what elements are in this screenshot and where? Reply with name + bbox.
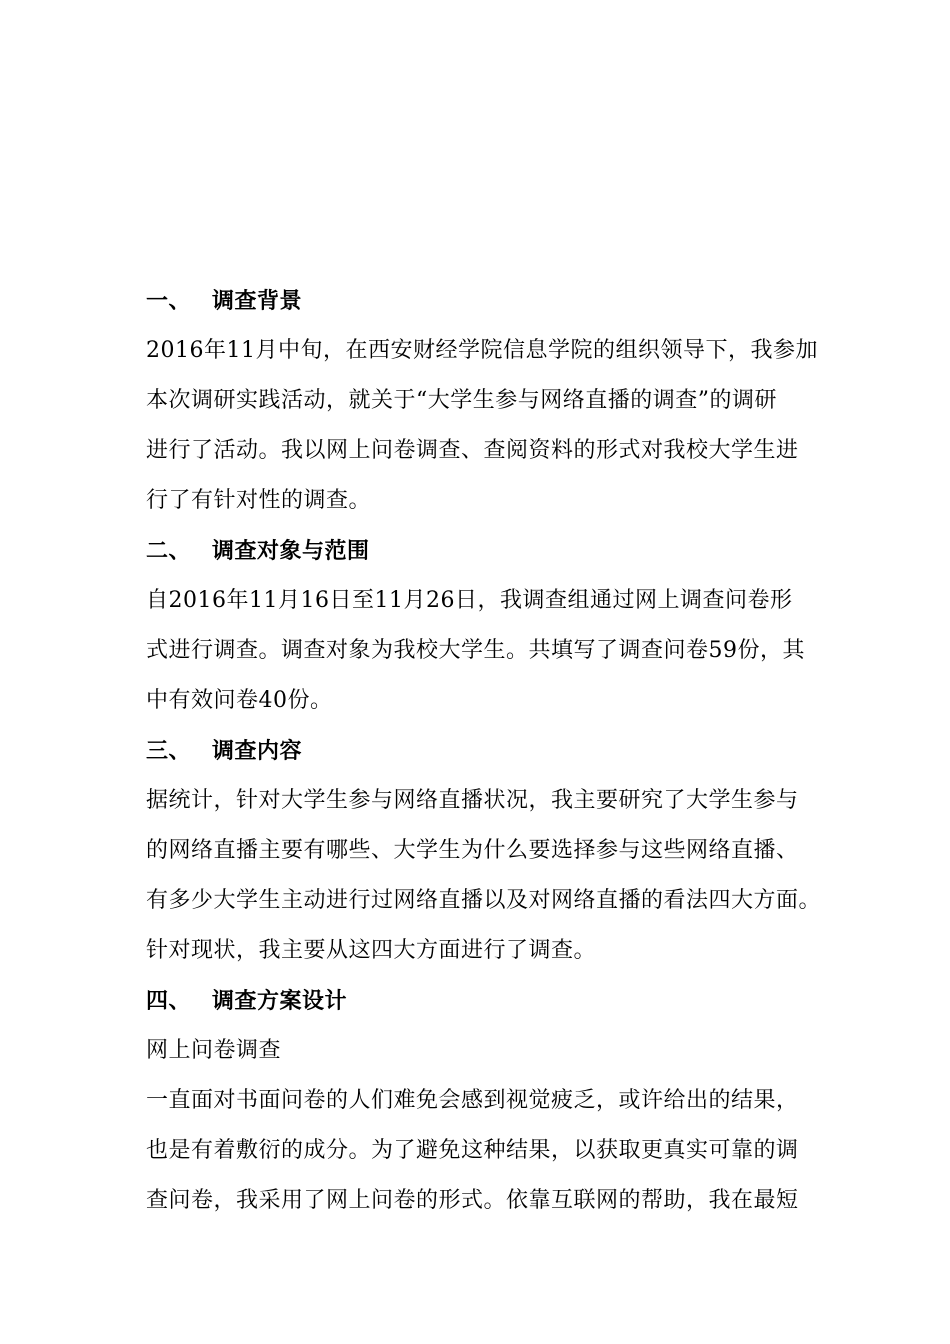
section-title: 调查内容 bbox=[212, 738, 303, 764]
paragraph-line: 的网络直播主要有哪些、大学生为什么要选择参与这些网络直播、 bbox=[146, 838, 799, 863]
section-title: 调查方案设计 bbox=[212, 988, 348, 1014]
paragraph-line: 也是有着敷衍的成分。为了避免这种结果，以获取更真实可靠的调 bbox=[146, 1138, 799, 1163]
paragraph-line: 2016年11月中旬，在西安财经学院信息学院的组织领导下，我参加 bbox=[146, 338, 818, 363]
section-number: 一、 bbox=[146, 288, 192, 314]
paragraph-line: 据统计，针对大学生参与网络直播状况，我主要研究了大学生参与 bbox=[146, 788, 799, 813]
paragraph-line: 有多少大学生主动进行过网络直播以及对网络直播的看法四大方面。 bbox=[146, 888, 822, 913]
section-number: 三、 bbox=[146, 738, 192, 764]
section-heading-scope bbox=[146, 532, 816, 582]
section-heading-plan bbox=[146, 982, 816, 1032]
paragraph-line: 行了有针对性的调查。 bbox=[146, 488, 372, 513]
section-number: 二、 bbox=[146, 538, 192, 564]
section-number: 四、 bbox=[146, 988, 192, 1014]
document-body bbox=[146, 282, 822, 1232]
paragraph-line: 本次调研实践活动，就关于“大学生参与网络直播的调查”的调研 bbox=[146, 388, 777, 413]
section-title: 调查背景 bbox=[212, 288, 303, 314]
section-title: 调查对象与范围 bbox=[212, 538, 370, 564]
paragraph-line: 针对现状，我主要从这四大方面进行了调查。 bbox=[146, 938, 597, 963]
paragraph-line: 一直面对书面问卷的人们难免会感到视觉疲乏，或许给出的结果， bbox=[146, 1088, 799, 1113]
paragraph-line: 进行了活动。我以网上问卷调查、查阅资料的形式对我校大学生进 bbox=[146, 438, 799, 463]
section-heading-background bbox=[146, 282, 816, 332]
paragraph-line: 查问卷，我采用了网上问卷的形式。依靠互联网的帮助，我在最短 bbox=[146, 1188, 799, 1213]
paragraph-line: 式进行调查。调查对象为我校大学生。共填写了调查问卷59份，其 bbox=[146, 638, 805, 663]
paragraph-line: 网上问卷调查 bbox=[146, 1038, 282, 1063]
section-heading-content bbox=[146, 732, 816, 782]
paragraph-line: 自2016年11月16日至11月26日，我调查组通过网上调查问卷形 bbox=[146, 588, 793, 613]
paragraph-line: 中有效问卷40份。 bbox=[146, 688, 333, 713]
